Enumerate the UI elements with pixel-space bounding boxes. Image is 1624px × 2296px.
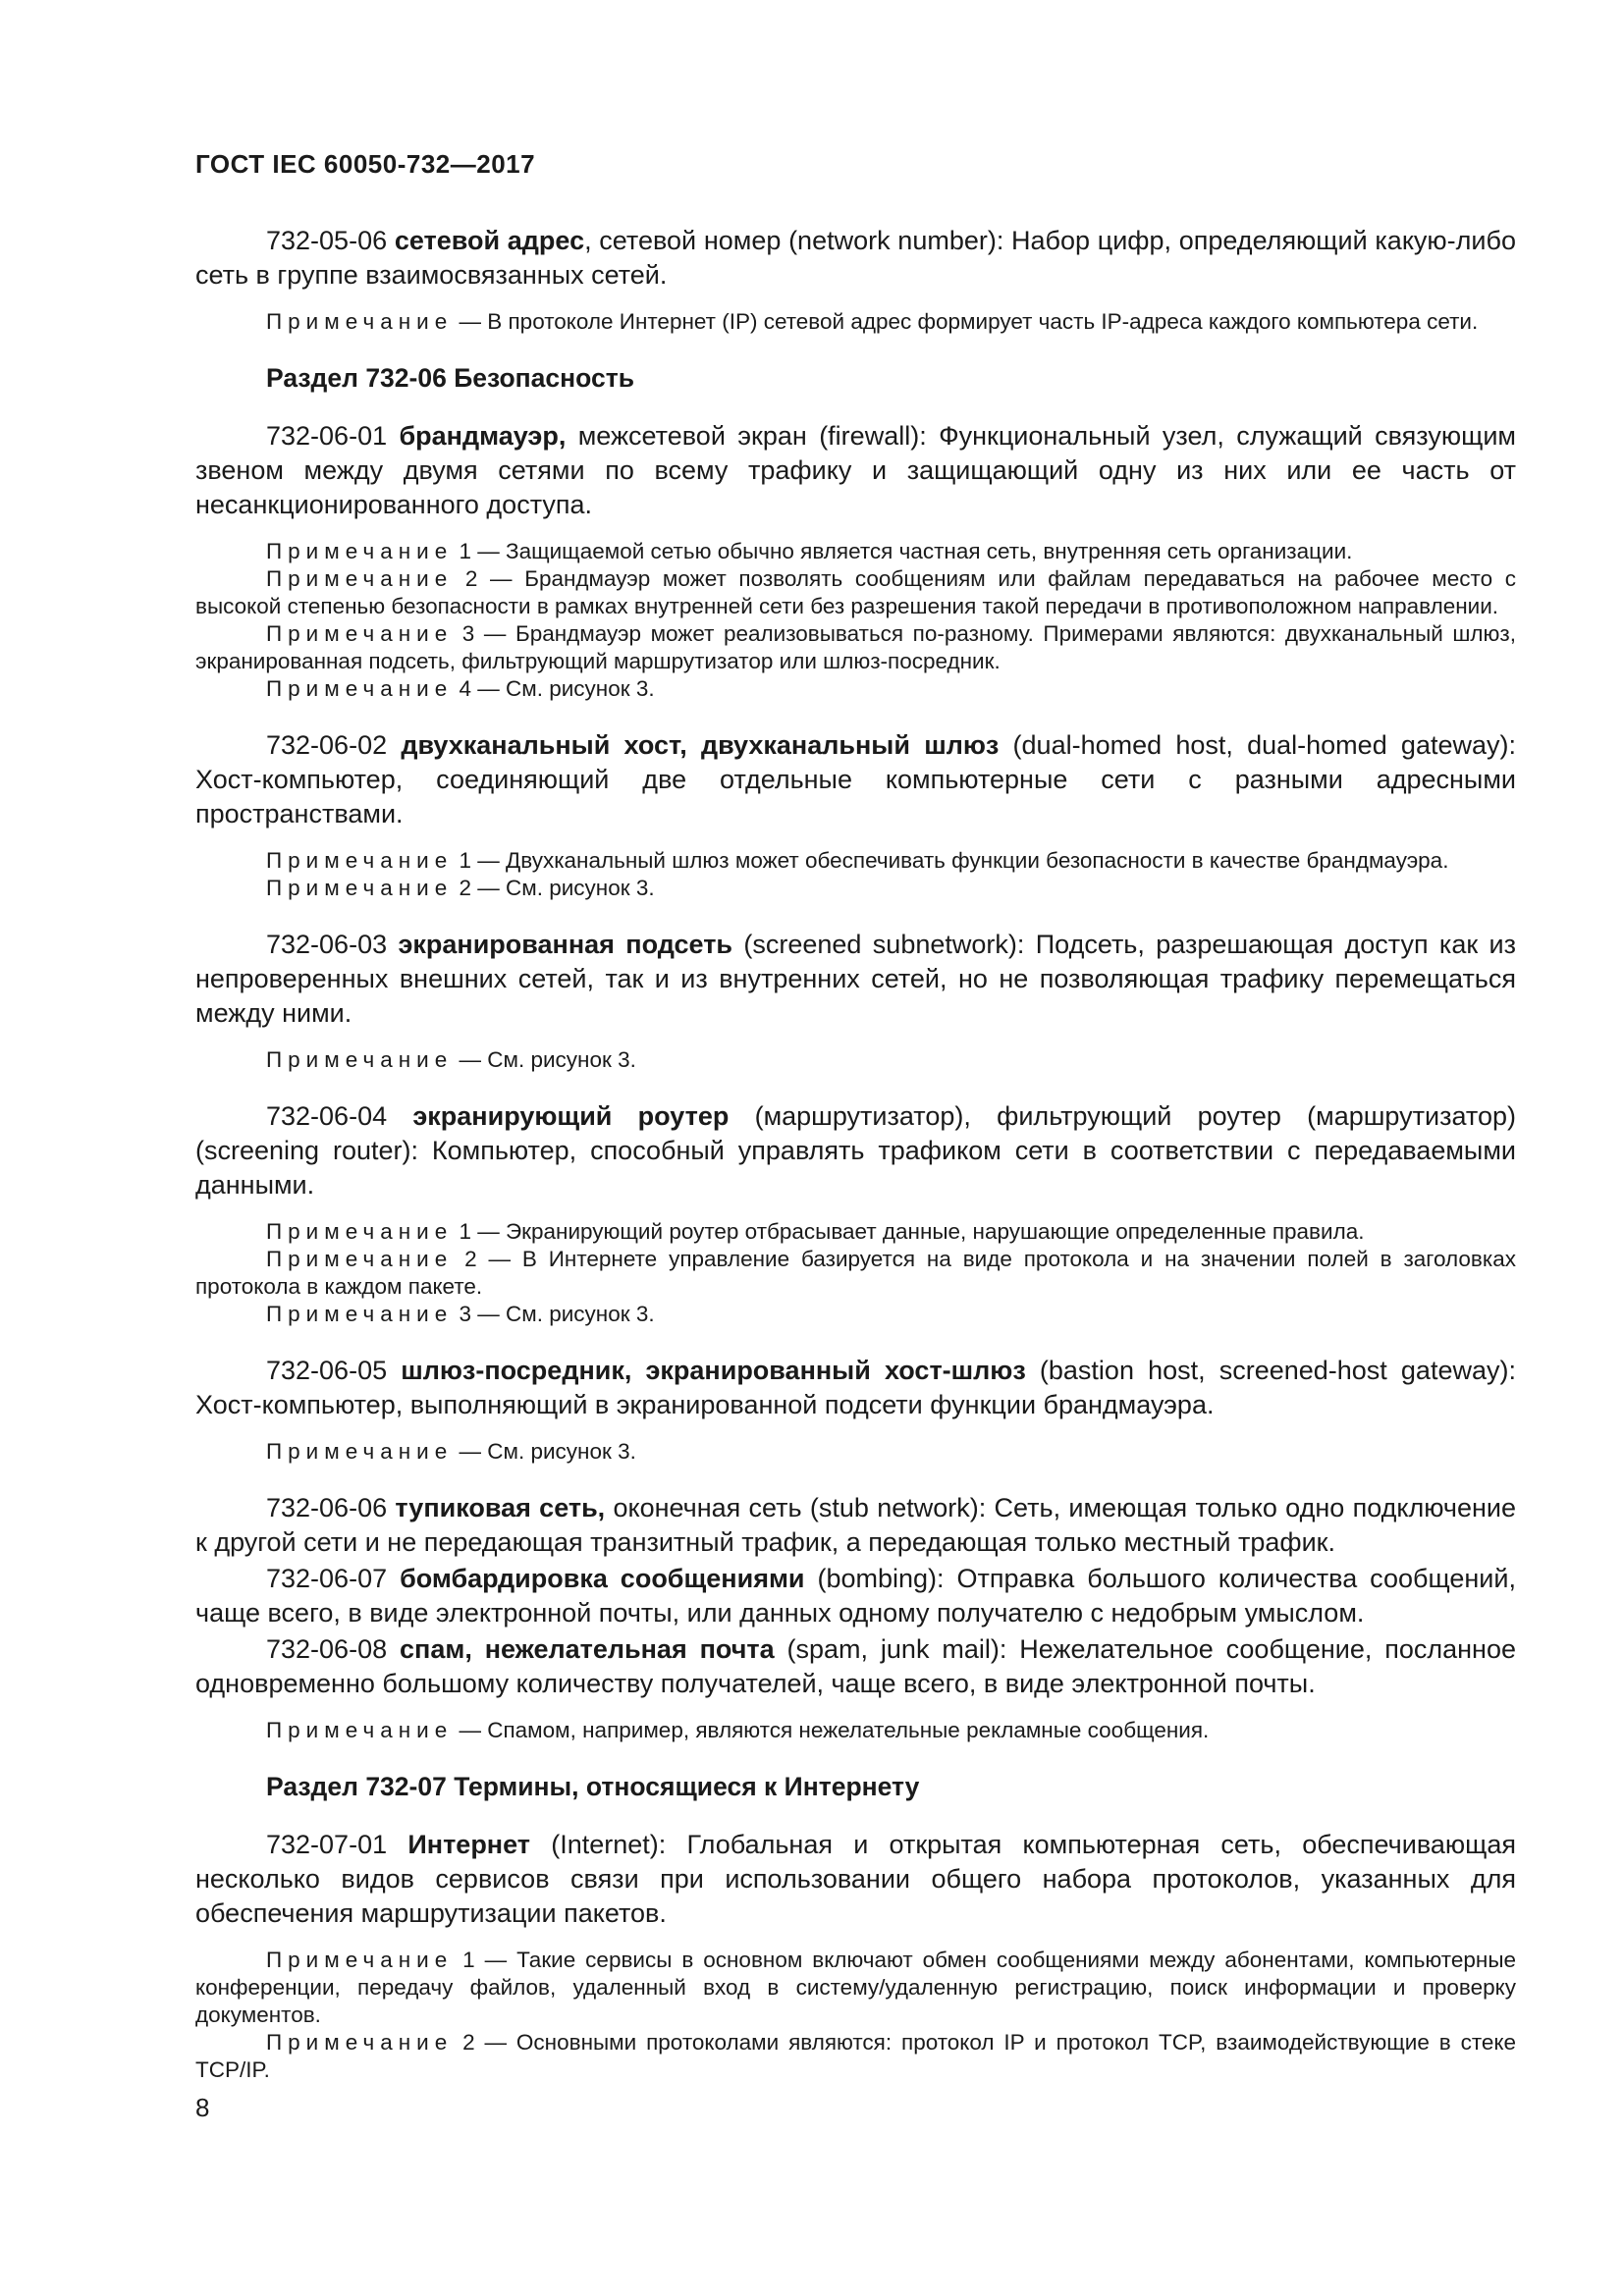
term-definition: (spam, junk mail): Нежелательное сообщение, посланное одновременно большому количеству получателей, чаще всего, в виде электронной почты. — [195, 1634, 1516, 1698]
note-text: 2 — Основными протоколами являются: протокол IP и протокол TCP, взаимодействующие в стеке TCP/IP. — [195, 2030, 1516, 2082]
notes-group — [195, 1218, 1516, 1328]
term-entry — [195, 224, 1516, 293]
term-number: 732-06-03 — [266, 930, 388, 959]
term-definition: , сетевой номер (network number): Набор цифр, определяющий какую-либо сеть в группе взаимосвязанных сетей. — [195, 226, 1516, 290]
note-text: 1 — Экранирующий роутер отбрасывает данные, нарушающие определенные правила. — [453, 1219, 1365, 1244]
note-text: 1 — Двухканальный шлюз может обеспечивать функции безопасности в качестве брандмауэра. — [453, 848, 1449, 873]
term-definition: оконечная сеть (stub network): Сеть, имеющая только одно подключение к другой сети и не передающая транзитный трафик, а передающая только местный трафик. — [195, 1493, 1516, 1557]
note-label: Примечание — [266, 566, 454, 591]
term-entry — [195, 728, 1516, 831]
notes-group — [195, 1046, 1516, 1074]
term-name: двухканальный хост, двухканальный шлюз — [401, 730, 1000, 760]
note — [195, 620, 1516, 675]
term-entry — [195, 1491, 1516, 1560]
term-number: 732-06-08 — [266, 1634, 388, 1664]
note-label: Примечание — [266, 1718, 454, 1742]
note-text: — См. рисунок 3. — [453, 1047, 636, 1072]
term-definition: (dual-homed host, dual-homed gateway): Хост-компьютер, соединяющий две отдельные компьютерные сети с разными адресными пространствами. — [195, 730, 1516, 828]
note — [195, 565, 1516, 620]
notes-group — [195, 1438, 1516, 1466]
document-header: ГОСТ IEC 60050-732—2017 — [195, 149, 536, 179]
note-text: 2 — См. рисунок 3. — [453, 876, 655, 900]
note-text: — Спамом, например, являются нежелательные рекламные сообщения. — [453, 1718, 1210, 1742]
note-label: Примечание — [266, 1948, 454, 1972]
note-label: Примечание — [266, 1247, 454, 1271]
notes-group — [195, 847, 1516, 902]
term-name: Интернет — [407, 1830, 530, 1859]
note — [195, 675, 1516, 703]
notes-group — [195, 308, 1516, 336]
note-label: Примечание — [266, 539, 454, 563]
note-label: Примечание — [266, 1302, 454, 1326]
note-text: 2 — В Интернете управление базируется на виде протокола и на значении полей в заголовках протокола в каждом пакете. — [195, 1247, 1516, 1299]
note-text: — См. рисунок 3. — [453, 1439, 636, 1464]
note-text: 3 — Брандмауэр может реализовываться по-разному. Примерами являются: двухканальный шлюз, экранированная подсеть, фильтрующий маршрутизатор или шлюз-посредник. — [195, 621, 1516, 673]
note-label: Примечание — [266, 848, 454, 873]
note — [195, 1438, 1516, 1466]
note — [195, 1246, 1516, 1301]
note — [195, 875, 1516, 902]
note-text: 3 — См. рисунок 3. — [453, 1302, 655, 1326]
note-text: 2 — Брандмауэр может позволять сообщениям или файлам передаваться на рабочее место с высокой степенью безопасности в рамках внутренней сети без разрешения такой передачи в противоположном направлении. — [195, 566, 1516, 618]
term-definition: (bastion host, screened-host gateway): Хост-компьютер, выполняющий в экранированной подсети функции брандмауэра. — [195, 1356, 1516, 1419]
term-entry — [195, 1099, 1516, 1202]
page-number: 8 — [195, 2093, 210, 2122]
term-definition: межсетевой экран (firewall): Функциональный узел, служащий связующим звеном между двумя сетями по всему трафику и защищающий одну из них или ее часть от несанкционированного доступа. — [195, 421, 1516, 519]
note-label: Примечание — [266, 1439, 454, 1464]
section-heading: Раздел 732-06 Безопасность — [266, 363, 635, 393]
term-name: сетевой адрес — [394, 226, 585, 255]
note-label: Примечание — [266, 621, 454, 646]
term-definition: (bombing): Отправка большого количества сообщений, чаще всего, в виде электронной почты, или данных одному получателю с недобрым умыслом. — [195, 1564, 1516, 1628]
notes-group — [195, 1717, 1516, 1744]
term-number: 732-06-04 — [266, 1101, 388, 1131]
term-number: 732-07-01 — [266, 1830, 388, 1859]
note-label: Примечание — [266, 2030, 454, 2055]
term-number: 732-06-01 — [266, 421, 388, 451]
note — [195, 1947, 1516, 2029]
term-number: 732-06-05 — [266, 1356, 388, 1385]
term-entry — [195, 1828, 1516, 1931]
term-entry — [195, 1354, 1516, 1422]
term-definition: (маршрутизатор), фильтрующий роутер (маршрутизатор) (screening router): Компьютер, способный управлять трафиком сети в соответствии с передаваемыми данными. — [195, 1101, 1516, 1200]
note-label: Примечание — [266, 676, 454, 701]
term-definition: (screened subnetwork): Подсеть, разрешающая доступ как из непроверенных внешних сетей, так и из внутренних сетей, но не позволяющая трафику перемещаться между ними. — [195, 930, 1516, 1028]
section-heading: Раздел 732-07 Термины, относящиеся к Интернету — [266, 1772, 920, 1801]
term-name: экранирующий роутер — [412, 1101, 730, 1131]
term-entry — [195, 928, 1516, 1031]
note-text: 1 — Защищаемой сетью обычно является частная сеть, внутренняя сеть организации. — [453, 539, 1353, 563]
term-entry — [195, 1562, 1516, 1630]
term-name: спам, нежелательная почта — [400, 1634, 775, 1664]
term-number: 732-06-07 — [266, 1564, 388, 1593]
notes-group — [195, 538, 1516, 703]
term-number: 732-05-06 — [266, 226, 388, 255]
term-name: шлюз-посредник, экранированный хост-шлюз — [401, 1356, 1026, 1385]
term-number: 732-06-02 — [266, 730, 388, 760]
note-text: — В протоколе Интернет (IP) сетевой адрес формирует часть IP-адреса каждого компьютера сети. — [453, 309, 1479, 334]
note-label: Примечание — [266, 1219, 454, 1244]
term-entry — [195, 419, 1516, 522]
note — [195, 2029, 1516, 2084]
note — [195, 1046, 1516, 1074]
note — [195, 1218, 1516, 1246]
note-text: 1 — Такие сервисы в основном включают обмен сообщениями между абонентами, компьютерные конференции, передачу файлов, удаленный вход в систему/удаленную регистрацию, поиск информации и проверку документов. — [195, 1948, 1516, 2027]
term-name: бомбардировка сообщениями — [400, 1564, 805, 1593]
note-label: Примечание — [266, 309, 454, 334]
note-label: Примечание — [266, 1047, 454, 1072]
term-definition: (Internet): Глобальная и открытая компьютерная сеть, обеспечивающая несколько видов сервисов связи при использовании общего набора протоколов, указанных для обеспечения маршрутизации пакетов. — [195, 1830, 1516, 1928]
note-text: 4 — См. рисунок 3. — [453, 676, 655, 701]
note — [195, 538, 1516, 565]
term-entry — [195, 1632, 1516, 1701]
notes-group — [195, 1947, 1516, 2084]
term-name: экранированная подсеть — [398, 930, 733, 959]
note — [195, 1717, 1516, 1744]
term-name: брандмауэр, — [399, 421, 567, 451]
document-body — [195, 224, 1516, 2109]
note — [195, 847, 1516, 875]
term-number: 732-06-06 — [266, 1493, 388, 1522]
term-name: тупиковая сеть, — [395, 1493, 606, 1522]
note — [195, 1301, 1516, 1328]
note-label: Примечание — [266, 876, 454, 900]
note — [195, 308, 1516, 336]
